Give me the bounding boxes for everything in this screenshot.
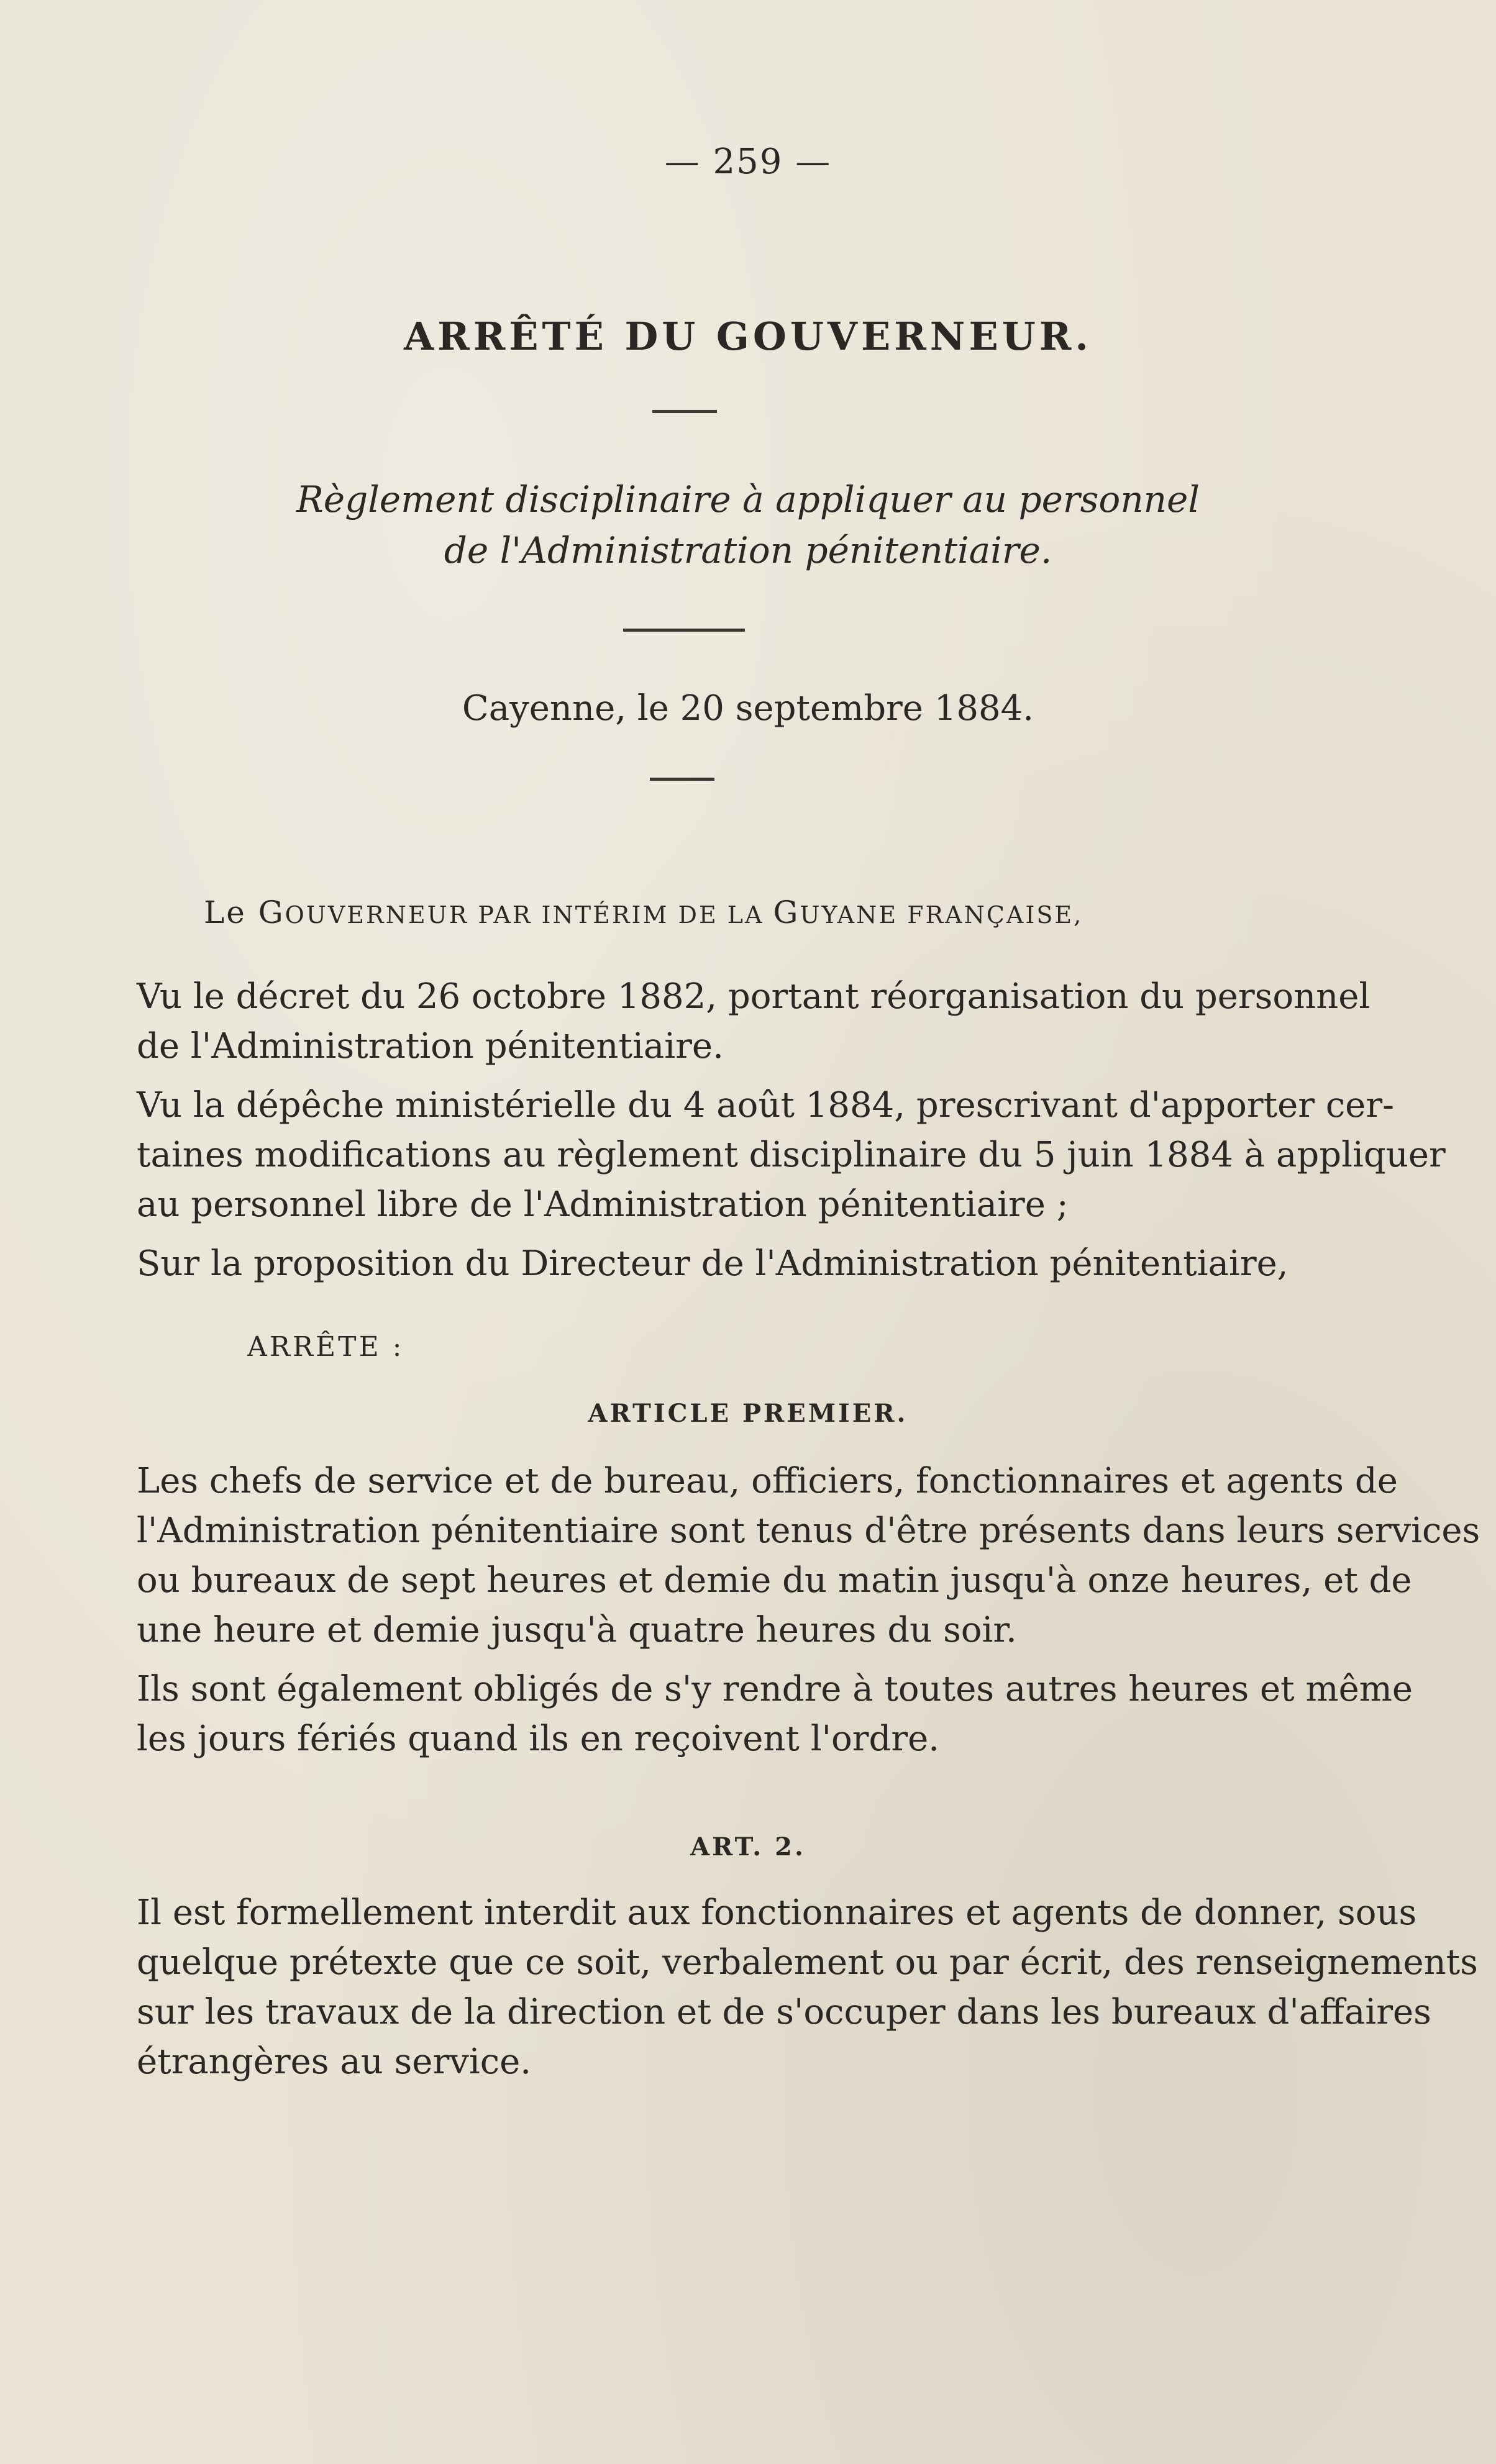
text-line: ou bureaux de sept heures et demie du matin jusqu'à onze heures, et de (137, 1560, 1412, 1601)
considerant-proposition (137, 1239, 1288, 1289)
article-1-heading: ARTICLE PREMIER. (588, 1399, 908, 1428)
article-1-paragraph-1 (137, 1457, 1480, 1655)
text-line: étrangères au service. (137, 2042, 532, 2082)
considerant-depeche (137, 1081, 1446, 1230)
text-line: Ils sont également obligés de s'y rendre à toutes autres heures et même (137, 1669, 1413, 1709)
arrete-label: ARRÊTE : (247, 1331, 404, 1363)
text-line: Il est formellement interdit aux fonctionnaires et agents de donner, sous (137, 1893, 1417, 1933)
article-2-heading: ART. 2. (690, 1832, 806, 1862)
considerant-decret (137, 972, 1371, 1071)
addressee-g1-rest: OUVERNEUR PAR INTÉRIM DE LA (285, 901, 773, 929)
addressee-g2: G (773, 894, 800, 930)
addressee-heading (204, 894, 1083, 930)
text-line: une heure et demie jusqu'à quatre heures du soir. (137, 1610, 1017, 1650)
date-divider (650, 778, 714, 781)
text-line: taines modifications au règlement disciplinaire du 5 juin 1884 à appliquer (137, 1135, 1446, 1175)
subtitle-line-2: de l'Administration pénitentiaire. (444, 529, 1052, 571)
article-1-paragraph-2 (137, 1665, 1413, 1764)
decree-title: ARRÊTÉ DU GOUVERNEUR. (404, 314, 1092, 359)
subtitle-divider (623, 629, 745, 632)
text-line: l'Administration pénitentiaire sont tenus d'être présents dans leurs services (137, 1511, 1480, 1551)
text-line: sur les travaux de la direction et de s'occuper dans les bureaux d'affaires (137, 1992, 1431, 2032)
text-line: Vu le décret du 26 octobre 1882, portant réorganisation du personnel (137, 976, 1371, 1017)
addressee-g2-rest: UYANE FRANÇAISE, (800, 901, 1083, 929)
addressee-le: Le (204, 894, 247, 930)
text-line: Sur la proposition du Directeur de l'Administration pénitentiaire, (137, 1243, 1288, 1284)
text-line: Vu la dépêche ministérielle du 4 août 1884, prescrivant d'apporter cer- (137, 1085, 1395, 1125)
text-line: de l'Administration pénitentiaire. (137, 1026, 724, 1066)
subtitle-line-1: Règlement disciplinaire à appliquer au personnel (296, 478, 1200, 521)
article-2-paragraph-1 (137, 1888, 1478, 2087)
page-number: — 259 — (664, 142, 832, 182)
text-line: Les chefs de service et de bureau, officiers, fonctionnaires et agents de (137, 1461, 1398, 1501)
text-line: au personnel libre de l'Administration pénitentiaire ; (137, 1184, 1069, 1225)
text-line: les jours fériés quand ils en reçoivent l'ordre. (137, 1719, 940, 1759)
date-line: Cayenne, le 20 septembre 1884. (462, 688, 1034, 729)
addressee-g1: G (258, 894, 285, 930)
title-divider (652, 410, 717, 413)
text-line: quelque prétexte que ce soit, verbalement ou par écrit, des renseignements (137, 1942, 1478, 1983)
